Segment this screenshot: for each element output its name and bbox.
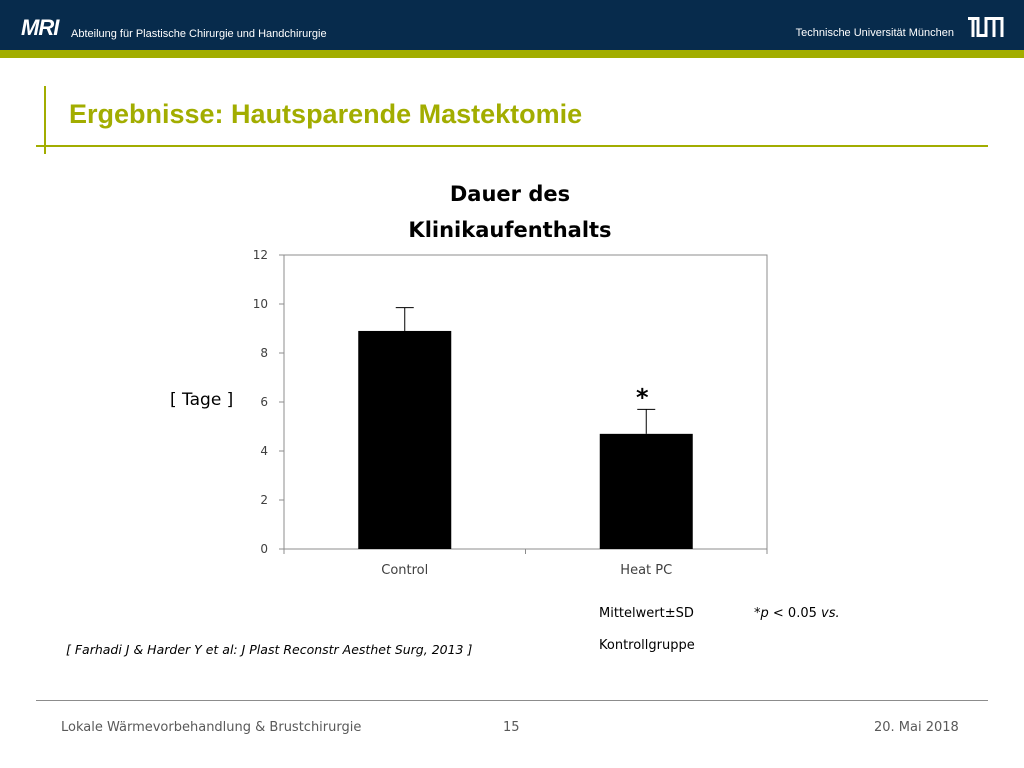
chart-title xyxy=(350,176,670,248)
mri-logo: MRI xyxy=(21,15,59,40)
department-name: Abteilung für Plastische Chirurgie und Handchirurgie xyxy=(71,28,327,40)
citation: [ Farhadi J & Harder Y et al: J Plast Reconstr Aesthet Surg, 2013 ] xyxy=(66,642,473,657)
y-tick-label: 8 xyxy=(260,346,268,360)
y-tick-label: 10 xyxy=(252,297,268,311)
significance-marker: * xyxy=(635,383,649,412)
p-value-prefix: * xyxy=(754,606,761,621)
footer-rule xyxy=(36,700,988,701)
y-tick-label: 4 xyxy=(260,444,268,458)
header-accent-strip xyxy=(0,50,1024,58)
tum-logo-icon xyxy=(968,17,1004,37)
x-tick-label: Control xyxy=(381,563,429,578)
p-value-p: p xyxy=(760,606,769,621)
plot-area-border xyxy=(284,255,767,549)
y-tick-label: 2 xyxy=(260,493,268,507)
bar-control xyxy=(358,331,451,549)
slide-title: Ergebnisse: Hautsparende Mastektomie xyxy=(69,99,583,129)
footer-topic: Lokale Wärmevorbehandlung & Brustchirurgie xyxy=(61,720,362,735)
chart-title-line1: Dauer des xyxy=(449,182,571,206)
footer-date: 20. Mai 2018 xyxy=(874,720,959,735)
page-number: 15 xyxy=(503,720,520,735)
title-horizontal-rule xyxy=(36,145,988,147)
y-tick-label: 6 xyxy=(260,395,268,409)
p-value-mid: < 0.05 xyxy=(768,606,822,621)
comparison-group: Kontrollgruppe xyxy=(599,638,695,653)
bar-heat-pc xyxy=(600,434,693,549)
title-vertical-rule xyxy=(44,86,46,154)
stats-label: Mittelwert±SD xyxy=(599,606,694,621)
y-axis-label: [ Tage ] xyxy=(170,390,234,410)
chart-title-line2: Klinikaufenthalts xyxy=(408,218,612,242)
university-name: Technische Universität München xyxy=(795,27,954,39)
y-tick-label: 0 xyxy=(260,542,268,556)
p-value-note xyxy=(754,606,840,621)
p-value-vs: vs. xyxy=(821,606,840,621)
header-bar xyxy=(0,0,1024,50)
y-tick-label: 12 xyxy=(252,248,268,262)
x-tick-label: Heat PC xyxy=(620,563,673,578)
